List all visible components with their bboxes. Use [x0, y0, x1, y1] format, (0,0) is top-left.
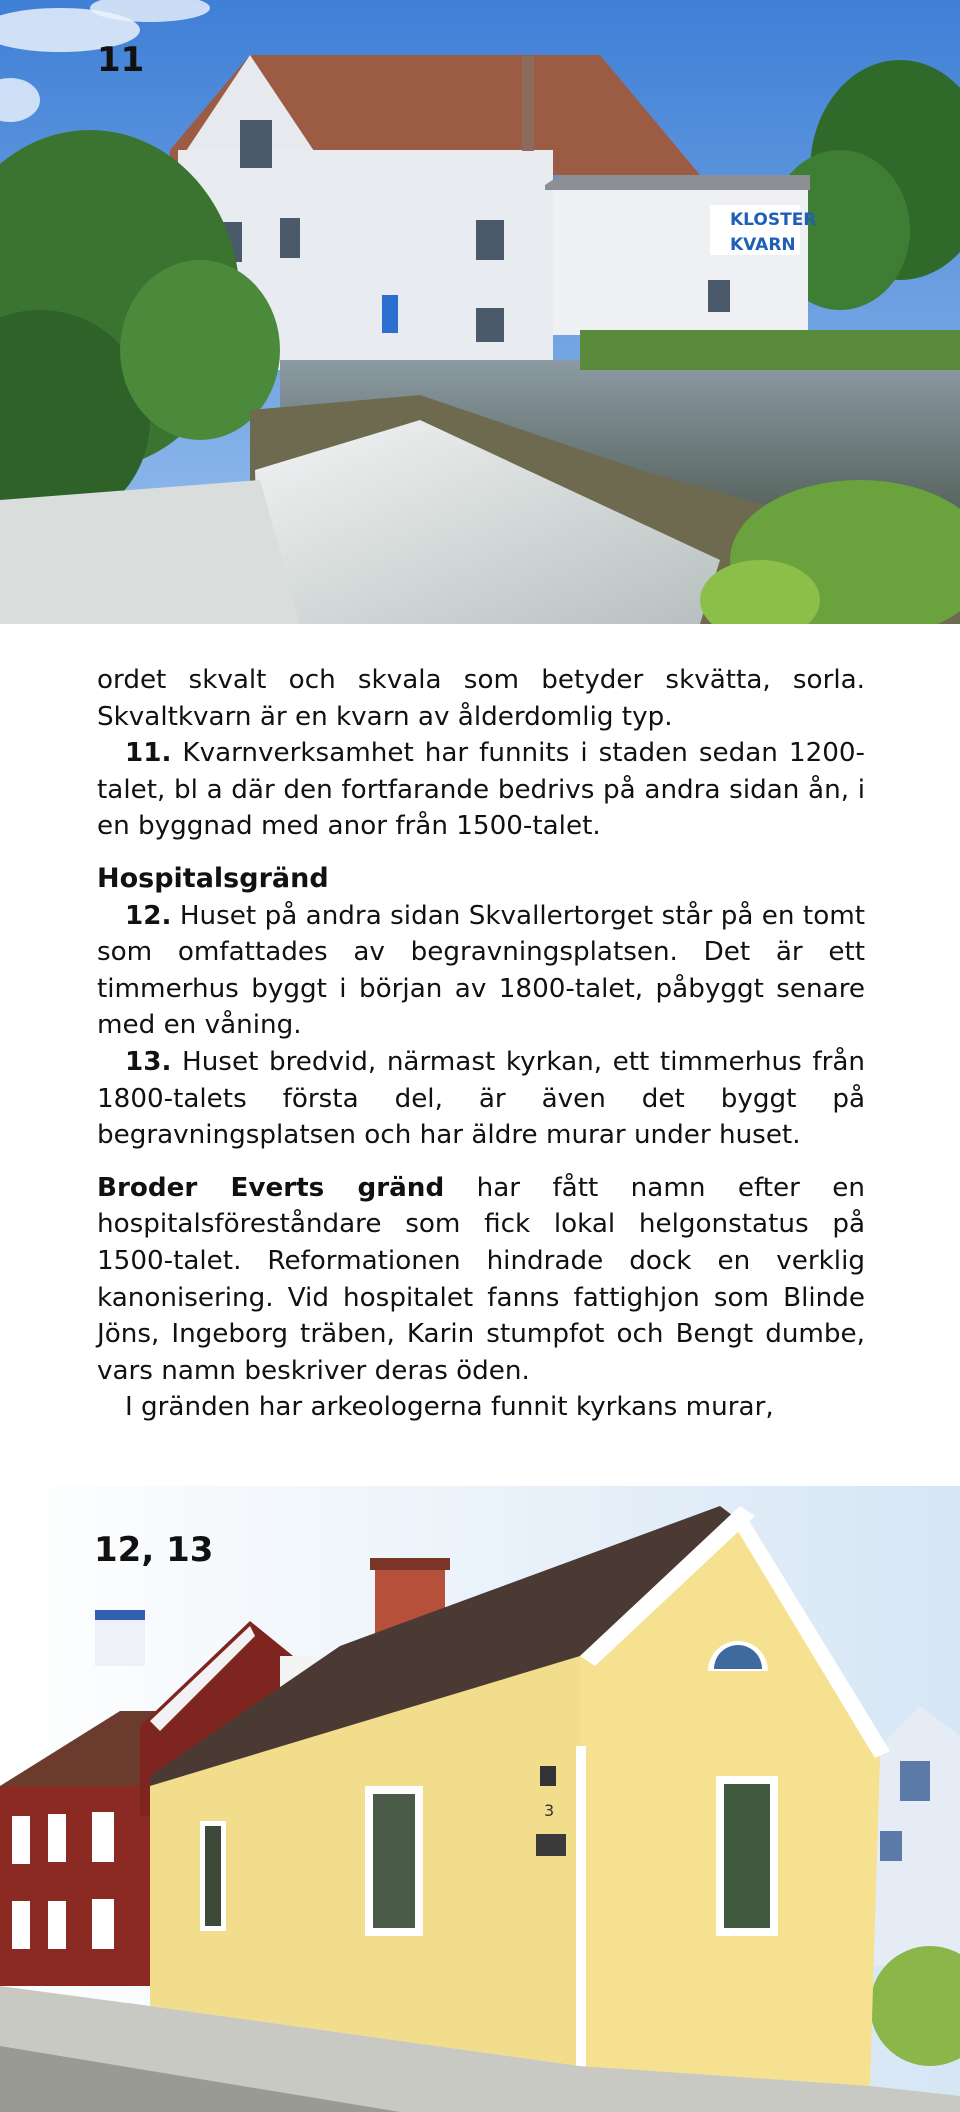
item-number-11: 11. — [125, 738, 172, 769]
paragraph-12: 12. Huset på andra sidan Skvallertorget står på en tomt som omfattades av begravningsplatsen. Det är ett timmerhus byggt i början av 1800-talet, påbyggt senare med en våning. — [97, 900, 865, 1041]
paragraph-13: 13. Huset bredvid, närmast kyrkan, ett timmerhus från 1800-talets första del, är även det byggt på begravningsplatsen och har äldre murar under huset. — [97, 1046, 865, 1151]
mill-sign-line2: KVARN — [730, 235, 796, 255]
photo-houses — [0, 1486, 960, 2112]
photo-label-11: 11 — [97, 40, 145, 80]
house-number: 3 — [544, 1801, 555, 1820]
houses-illustration — [0, 1486, 960, 2112]
paragraph-granden: I gränden har arkeologerna funnit kyrkans murar, — [125, 1392, 774, 1423]
photo-label-12-13: 12, 13 — [94, 1530, 214, 1570]
mill-illustration — [0, 0, 960, 624]
item-number-12: 12. — [125, 900, 172, 931]
broder-everts-lead: Broder Everts gränd — [97, 1172, 445, 1203]
paragraph-11: 11. Kvarnverksamhet har funnits i staden sedan 1200-talet, bl a där den fortfarande bedrivs på andra sidan ån, i en byggnad med anor från 1500-talet. — [97, 738, 865, 842]
paragraph-broder-everts: Broder Everts gränd har fått namn efter en hospitalsföreståndare som fick lokal helgonstatus på 1500-talet. Reformationen hindrade dock en verklig kanonisering. Vid hospitalet fanns fattighjon som Blinde Jöns, Ingeborg träben, Karin stumpfot och Bengt dumbe, vars namn beskriver deras öden. — [97, 1172, 866, 1386]
item-number-13: 13. — [125, 1046, 172, 1077]
heading-hospitalsgrand: Hospitalsgränd — [97, 862, 329, 894]
paragraph-skvaltkvarn: ordet skvalt och skvala som betyder skvätta, sorla. Skvaltkvarn är en kvarn av ålderdomlig typ. — [97, 665, 865, 732]
body-text — [97, 662, 865, 1426]
mill-sign-line1: KLOSTER — [730, 210, 817, 230]
photo-mill — [0, 0, 960, 624]
